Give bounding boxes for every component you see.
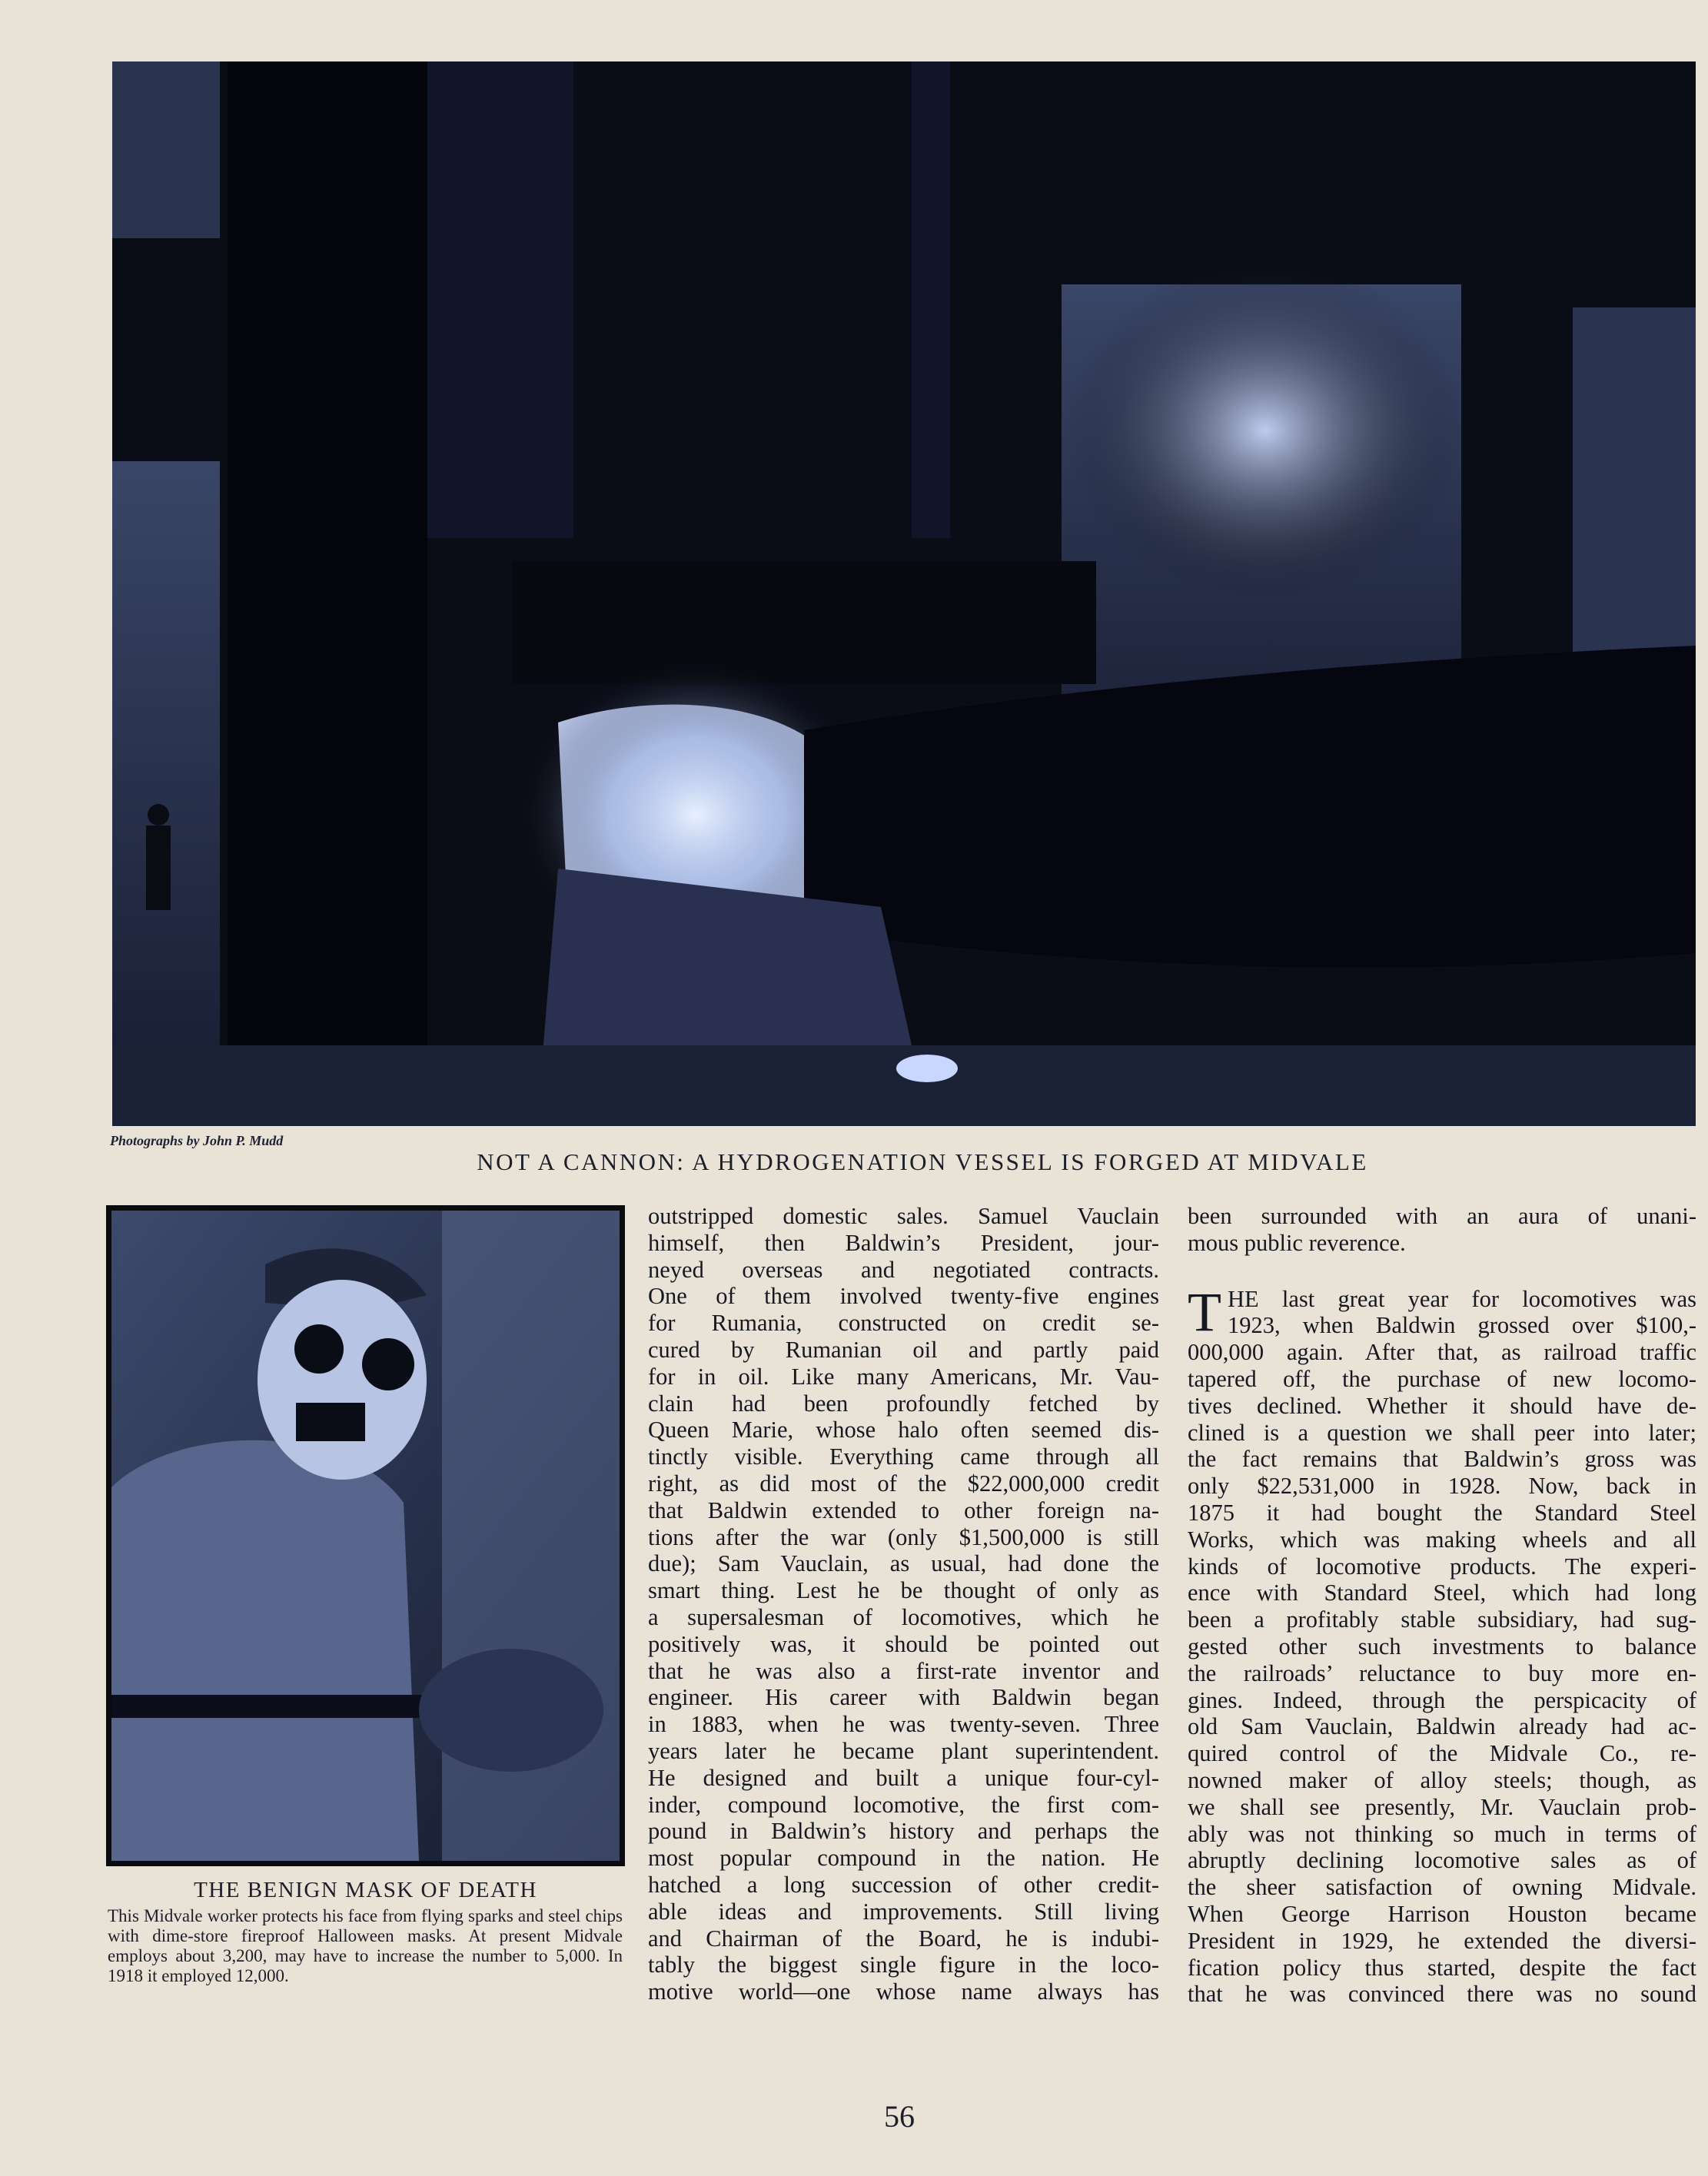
forging-press-illustration xyxy=(112,61,1696,1126)
text-line: the sheer satisfaction of owning Midvale. xyxy=(1188,1874,1696,1901)
text-line: motive world—one whose name always has xyxy=(648,1978,1159,2005)
text-line: ence with Standard Steel, which had long xyxy=(1188,1580,1696,1606)
text-line: clined is a question we shall peer into later; xyxy=(1188,1419,1696,1446)
column-3-paragraph xyxy=(1188,1281,1696,2008)
text-line: been a profitably stable subsidiary, had sug- xyxy=(1188,1606,1696,1633)
photo-credit: Photographs by John P. Mudd xyxy=(110,1133,284,1148)
article-column-2 xyxy=(648,1203,1159,2005)
text-line: tions after the war (only $1,500,000 is still xyxy=(648,1523,1159,1550)
text-line: 1875 it had bought the Standard Steel xyxy=(1188,1499,1696,1526)
text-line: able ideas and improvements. Still living xyxy=(648,1898,1159,1925)
text-line: smart thing. Lest he be thought of only as xyxy=(648,1577,1159,1604)
text-line: ably was not thinking so much in terms of xyxy=(1188,1820,1696,1847)
text-line: old Sam Vauclain, Baldwin already had ac- xyxy=(1188,1713,1696,1740)
text-line: mous public reverence. xyxy=(1188,1229,1406,1256)
column-2-paragraph xyxy=(648,1203,1159,2005)
text-line: pound in Baldwin’s history and perhaps the xyxy=(648,1818,1159,1845)
text-line: we shall see presently, Mr. Vauclain prob- xyxy=(1188,1793,1696,1820)
page-number: 56 xyxy=(884,2099,915,2134)
text-line: the railroads’ reluctance to buy more en- xyxy=(1188,1659,1696,1686)
text-line: inder, compound locomotive, the first com- xyxy=(648,1791,1159,1818)
text-line: for in oil. Like many Americans, Mr. Vau- xyxy=(648,1363,1159,1390)
text-line: clain had been profoundly fetched by xyxy=(648,1390,1159,1417)
text-line: for Rumania, constructed on credit se- xyxy=(648,1310,1159,1337)
worker-in-mask-photo xyxy=(106,1205,625,1866)
text-line: only $22,531,000 in 1928. Now, back in xyxy=(1188,1473,1696,1500)
text-line: cured by Rumanian oil and partly paid xyxy=(648,1336,1159,1363)
column-3-lead xyxy=(1188,1203,1696,1257)
text-line: HE last great year for locomotives was xyxy=(1227,1285,1696,1312)
text-line: 1923, when Baldwin grossed over $100,- xyxy=(1227,1312,1696,1339)
text-line: quired control of the Midvale Co., re- xyxy=(1188,1740,1696,1767)
text-line: When George Harrison Houston became xyxy=(1188,1900,1696,1927)
text-line: most popular compound in the nation. He xyxy=(648,1845,1159,1872)
text-line: One of them involved twenty-five engines xyxy=(648,1283,1159,1310)
text-line: outstripped domestic sales. Samuel Vauclain xyxy=(648,1203,1159,1229)
text-line: neyed overseas and negotiated contracts. xyxy=(648,1256,1159,1283)
text-line: nowned maker of alloy steels; though, as xyxy=(1188,1766,1696,1793)
text-line: President in 1929, he extended the diversi- xyxy=(1188,1927,1696,1954)
text-line: engineer. His career with Baldwin began xyxy=(648,1684,1159,1711)
text-line: in 1883, when he was twenty-seven. Three xyxy=(648,1711,1159,1738)
text-line: He designed and built a unique four-cyl- xyxy=(648,1764,1159,1791)
text-line: that Baldwin extended to other foreign na- xyxy=(648,1497,1159,1523)
text-line: tably the biggest single figure in the loco- xyxy=(648,1952,1159,1978)
text-line: a supersalesman of locomotives, which he xyxy=(648,1603,1159,1630)
sidebar-caption: This Midvale worker protects his face from flying sparks and steel chips with dime-store fireproof Halloween masks. At present Midvale employs about 3,200, may have to increase the number to 5,000. In 1918 it employed 12,000. xyxy=(108,1906,623,1985)
text-line: that he was convinced there was no sound xyxy=(1188,1981,1696,2008)
worker-illustration xyxy=(111,1211,620,1861)
text-line: years later he became plant superintendent. xyxy=(648,1737,1159,1764)
hero-caption: NOT A CANNON: A HYDROGENATION VESSEL IS FORGED AT MIDVALE xyxy=(477,1148,1368,1175)
text-line: 000,000 again. After that, as railroad traffic xyxy=(1188,1339,1696,1366)
text-line: Works, which was making wheels and all xyxy=(1188,1526,1696,1553)
text-line: the fact remains that Baldwin’s gross was xyxy=(1188,1446,1696,1473)
text-line: tives declined. Whether it should have de- xyxy=(1188,1392,1696,1419)
text-line: kinds of locomotive products. The experi- xyxy=(1188,1553,1696,1580)
text-line: that he was also a first-rate inventor and xyxy=(648,1657,1159,1684)
article-column-3 xyxy=(1188,1203,1696,2008)
text-line: abruptly declining locomotive sales as of xyxy=(1188,1847,1696,1874)
sidebar-title: THE BENIGN MASK OF DEATH xyxy=(194,1878,537,1902)
text-line: due); Sam Vauclain, as usual, had done the xyxy=(648,1550,1159,1577)
text-line: gines. Indeed, through the perspicacity of xyxy=(1188,1686,1696,1713)
text-line: himself, then Baldwin’s President, jour- xyxy=(648,1229,1159,1256)
text-line: and Chairman of the Board, he is indubi- xyxy=(648,1925,1159,1952)
text-line: Queen Marie, whose halo often seemed dis- xyxy=(648,1417,1159,1443)
text-line: tapered off, the purchase of new locomo- xyxy=(1188,1365,1696,1392)
text-line: fication policy thus started, despite the fact xyxy=(1188,1954,1696,1981)
text-line: positively was, it should be pointed out xyxy=(648,1630,1159,1657)
text-line: hatched a long succession of other credit- xyxy=(648,1871,1159,1898)
text-line: been surrounded with an aura of unani- xyxy=(1188,1203,1696,1229)
forging-press-photo xyxy=(112,61,1696,1126)
text-line: tinctly visible. Everything came through all xyxy=(648,1443,1159,1470)
drop-cap: T xyxy=(1188,1281,1221,1343)
text-line: gested other such investments to balance xyxy=(1188,1633,1696,1659)
text-line: right, as did most of the $22,000,000 credit xyxy=(648,1470,1159,1497)
